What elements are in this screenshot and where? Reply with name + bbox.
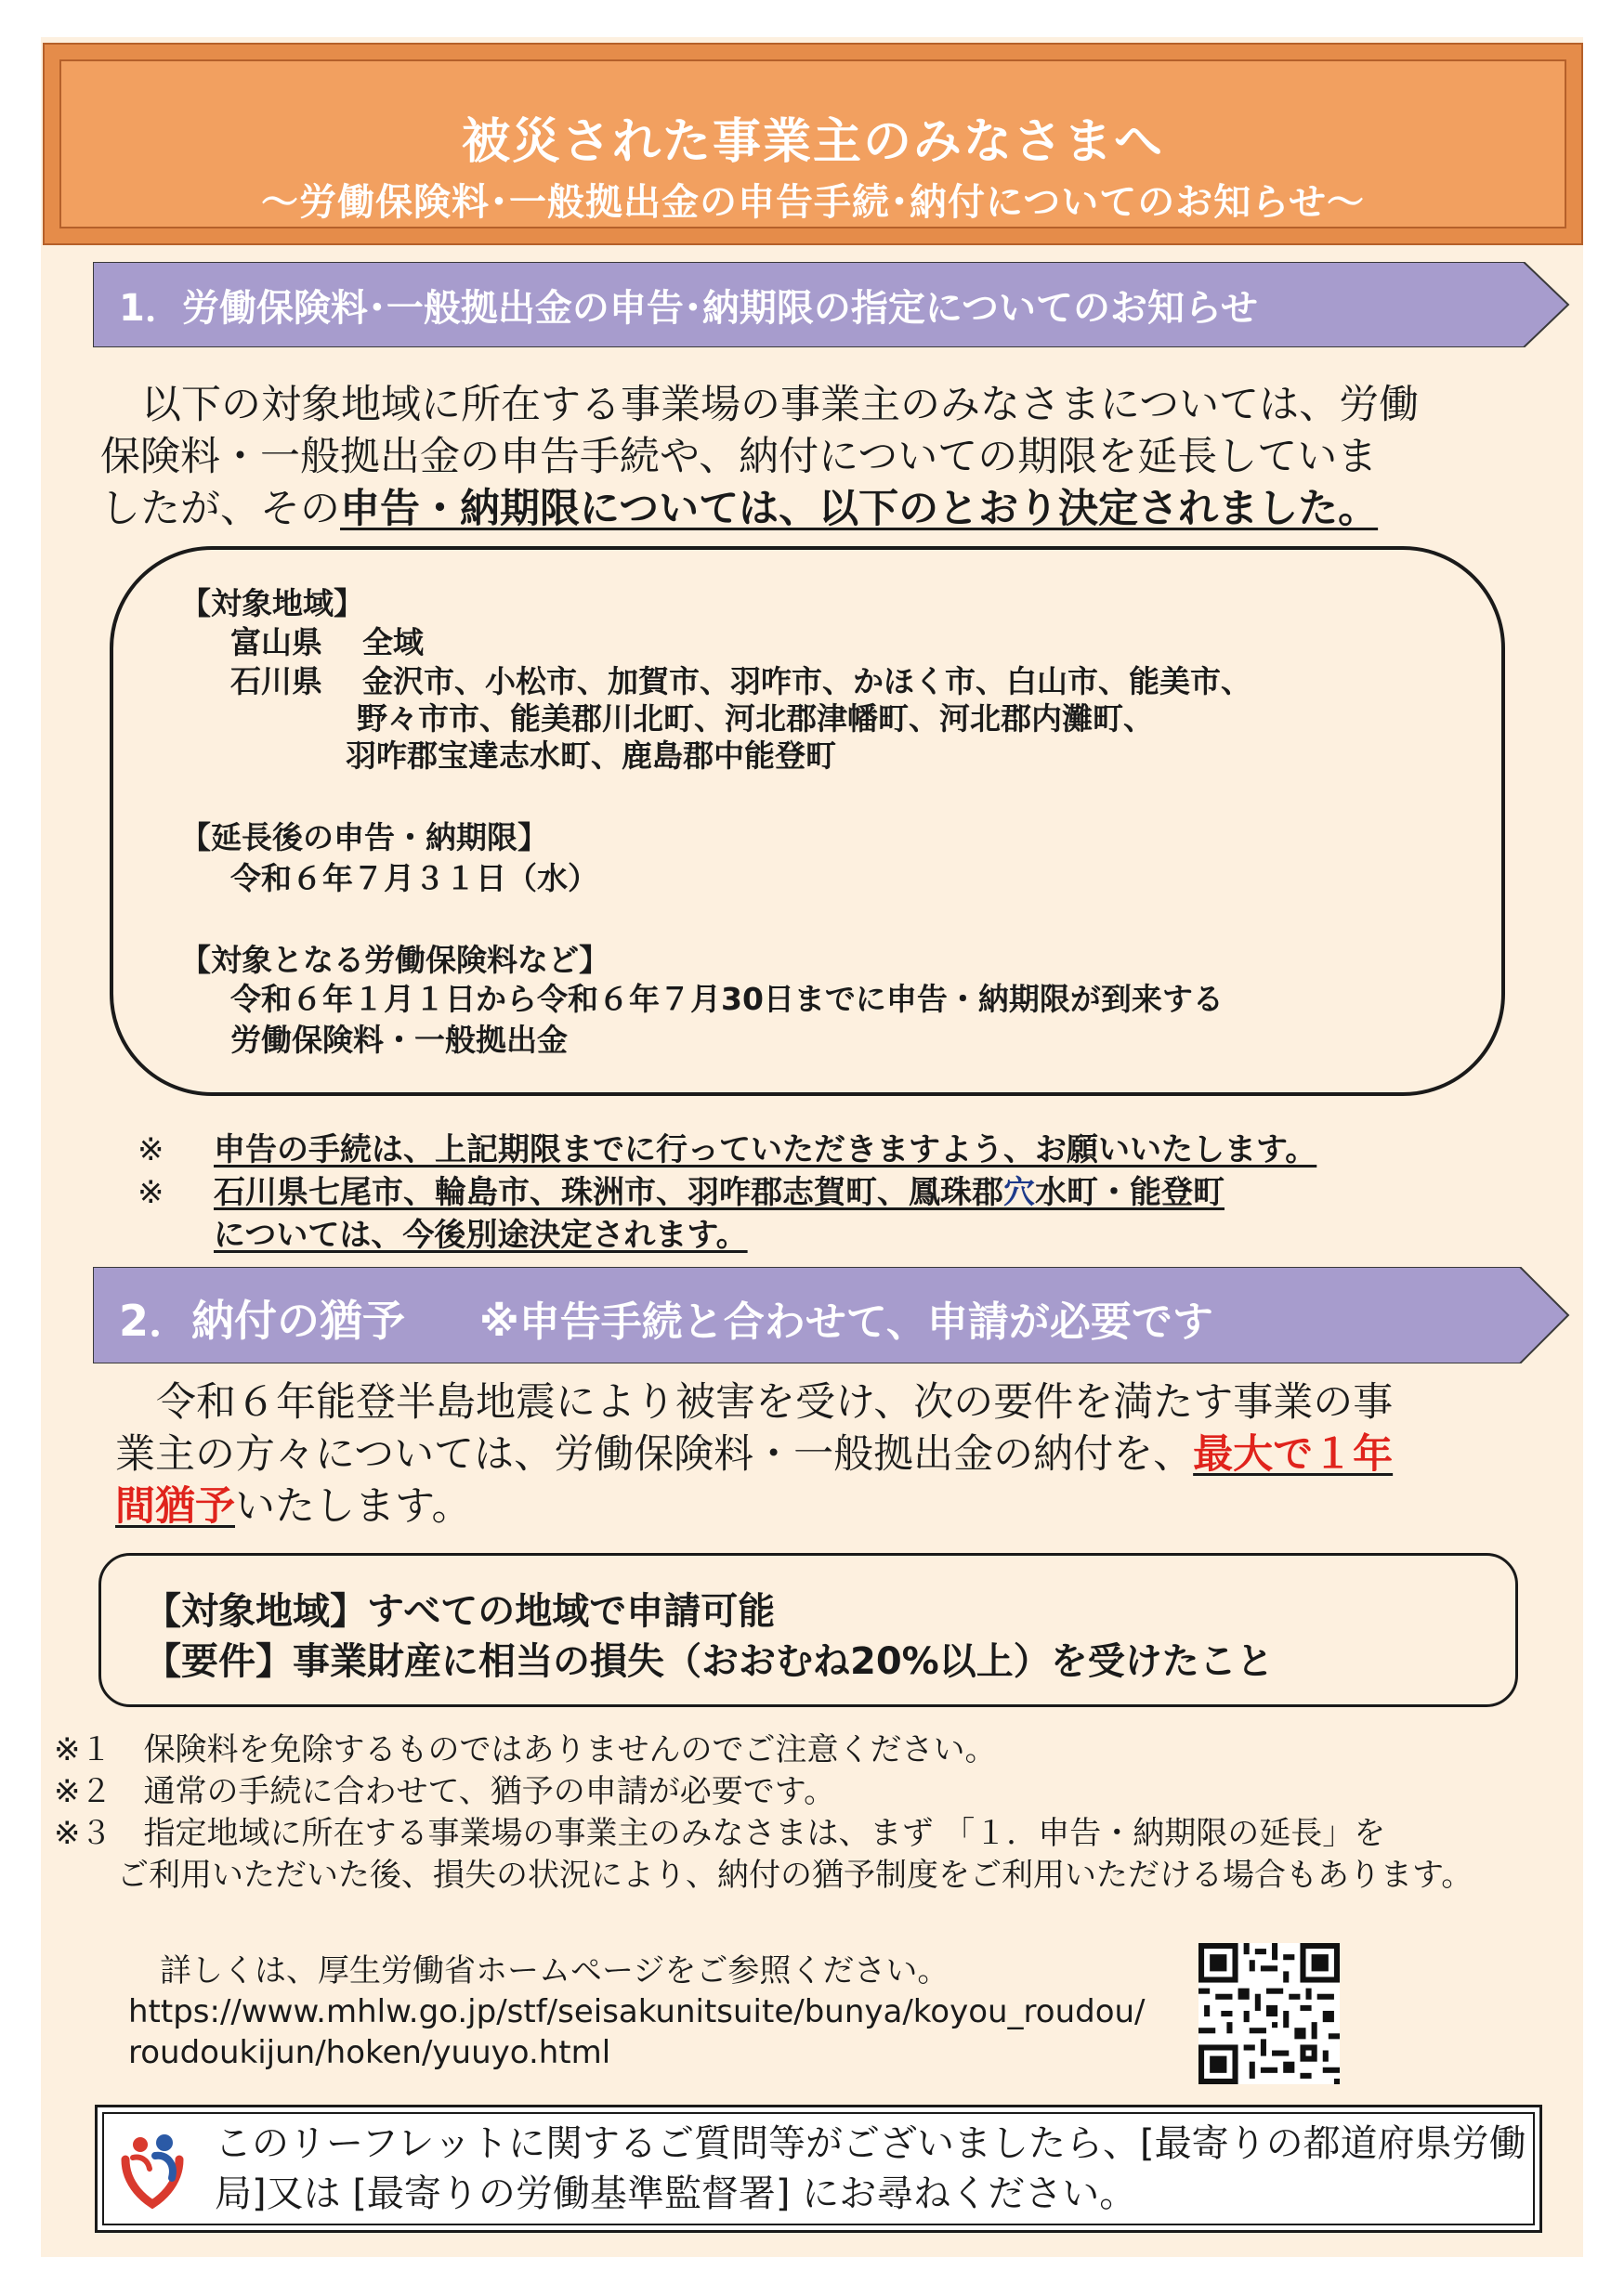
contact-line2: 局]又は [最寄りの労働基準監督署] にお尋ねください。: [215, 2172, 1137, 2215]
section1-para-line1: 以下の対象地域に所在する事業場の事業主のみなさまについては、労働: [141, 382, 1420, 428]
section1-para-line3-plain: したが、その: [100, 486, 340, 532]
section2-para-line1: 令和６年能登半島地震により被害を受け、次の要件を満たす事業の事: [156, 1379, 1394, 1426]
section1-info-box: [110, 546, 1505, 1096]
section1-title: 1．労働保険料･一般拠出金の申告･納期限の指定についてのお知らせ: [119, 287, 1258, 330]
info-block: [128, 1950, 1146, 2073]
mhlw-logo-icon: [112, 2122, 192, 2211]
deadline-heading: 【延長後の申告・納期限】: [180, 819, 548, 855]
note1-mark: ※: [138, 1131, 164, 1168]
section1-notes: [138, 1129, 1531, 1259]
target-heading: 【対象となる労働保険料など】: [180, 942, 609, 978]
section2-para-line2-plain: 業主の方々については、労働保険料・一般拠出金の納付を、: [115, 1431, 1194, 1478]
contact-line1: このリーフレットに関するご質問等がございましたら、[最寄りの都道府県労働: [215, 2122, 1526, 2165]
section2-para-line3: [115, 1481, 1393, 1533]
section2-para-line3-red: 間猶予: [115, 1483, 235, 1530]
page-subtitle: ～労働保険料･一般拠出金の申告手続･納付についてのお知らせ～: [261, 181, 1365, 224]
ishikawa-line1: 金沢市、小松市、加賀市、羽咋市、かほく市、白山市、能美市、: [362, 663, 1251, 699]
note2-mark: ※: [138, 1174, 164, 1211]
section1-para-line2: 保険料・一般拠出金の申告手続や、納付についての期限を延長していま: [100, 434, 1378, 480]
contact-text: [215, 2119, 1526, 2219]
target-line1: 令和６年１月１日から令和６年７月30日までに申告・納期限が到来する: [230, 981, 1224, 1017]
section2-paragraph: [115, 1376, 1393, 1533]
qr-code-icon[interactable]: [1198, 1943, 1340, 2084]
note1-text: 申告の手続は、上記期限までに行っていただきますよう、お願いいたします。: [214, 1131, 1317, 1168]
note2-line1-a: 石川県七尾市、輪島市、珠洲市、羽咋郡志賀町、鳳珠郡: [214, 1174, 1003, 1211]
section2-footnotes: [54, 1729, 1473, 1897]
section2-title-note: ※申告手続と合わせて、申請が必要です: [479, 1298, 1213, 1346]
target-line2: 労働保険料・一般拠出金: [230, 1022, 568, 1058]
section2-para-line2: [115, 1428, 1393, 1481]
deadline-value: 令和６年７月３１日（水）: [230, 860, 598, 896]
section2-box-line1: 【対象地域】すべての地域で申請可能: [144, 1590, 776, 1633]
footnote-3-cont: ご利用いただいた後、損失の状況により、納付の猶予制度をご利用いただける場合もあります。: [54, 1857, 1473, 1894]
section1-paragraph: [100, 379, 1419, 535]
contact-box: [95, 2105, 1542, 2233]
info-url-line1[interactable]: https://www.mhlw.go.jp/stf/seisakunitsuite/bunya/koyou_roudou/: [128, 1993, 1146, 2030]
section2-box-line2: 【要件】事業財産に相当の損失（おおむね20%以上）を受けたこと: [144, 1640, 1274, 1683]
title-banner: [43, 43, 1583, 245]
toyama-pref: 富山県: [230, 624, 322, 660]
info-text: 詳しくは、厚生労働省ホームページをご参照ください。: [160, 1952, 950, 1989]
ishikawa-line3: 羽咋郡宝達志水町、鹿島郡中能登町: [346, 737, 836, 774]
footnote-2: ※２ 通常の手続に合わせて、猶予の申請が必要です。: [54, 1773, 836, 1810]
section1-para-line3-emphasis: 申告・納期限については、以下のとおり決定されました。: [340, 486, 1379, 532]
note2-line1: [214, 1172, 1225, 1213]
section1-header: [93, 262, 1570, 347]
section2-para-line2-red: 最大で１年: [1193, 1431, 1394, 1478]
section2-title: [119, 1287, 1213, 1349]
area-heading: 【対象地域】: [180, 585, 364, 621]
footnote-3: ※３ 指定地域に所在する事業場の事業主のみなさまは、まず 「１．申告・納期限の延長」を: [54, 1815, 1386, 1852]
section2-header: [93, 1267, 1570, 1363]
ishikawa-pref: 石川県: [230, 663, 322, 699]
note2-line1-b: 穴: [1003, 1174, 1035, 1211]
page-title: 被災された事業主のみなさまへ: [461, 114, 1164, 170]
note2-line1-c: 水町・能登町: [1035, 1174, 1225, 1211]
section2-para-line3-plain: いたします。: [235, 1483, 472, 1530]
ishikawa-line2: 野々市市、能美郡川北町、河北郡津幡町、河北郡内灘町、: [357, 700, 1154, 737]
footnote-1: ※１ 保険料を免除するものではありませんのでご注意ください。: [54, 1731, 997, 1768]
section1-para-line3: [100, 483, 1419, 535]
note2-line2: については、今後別途決定されます。: [214, 1217, 748, 1254]
section2-info-box: [98, 1553, 1518, 1707]
info-url-line2[interactable]: roudoukijun/hoken/yuuyo.html: [128, 2034, 611, 2071]
section2-title-main: 2．納付の猶予: [119, 1296, 406, 1346]
toyama-area: 全域: [362, 624, 424, 660]
